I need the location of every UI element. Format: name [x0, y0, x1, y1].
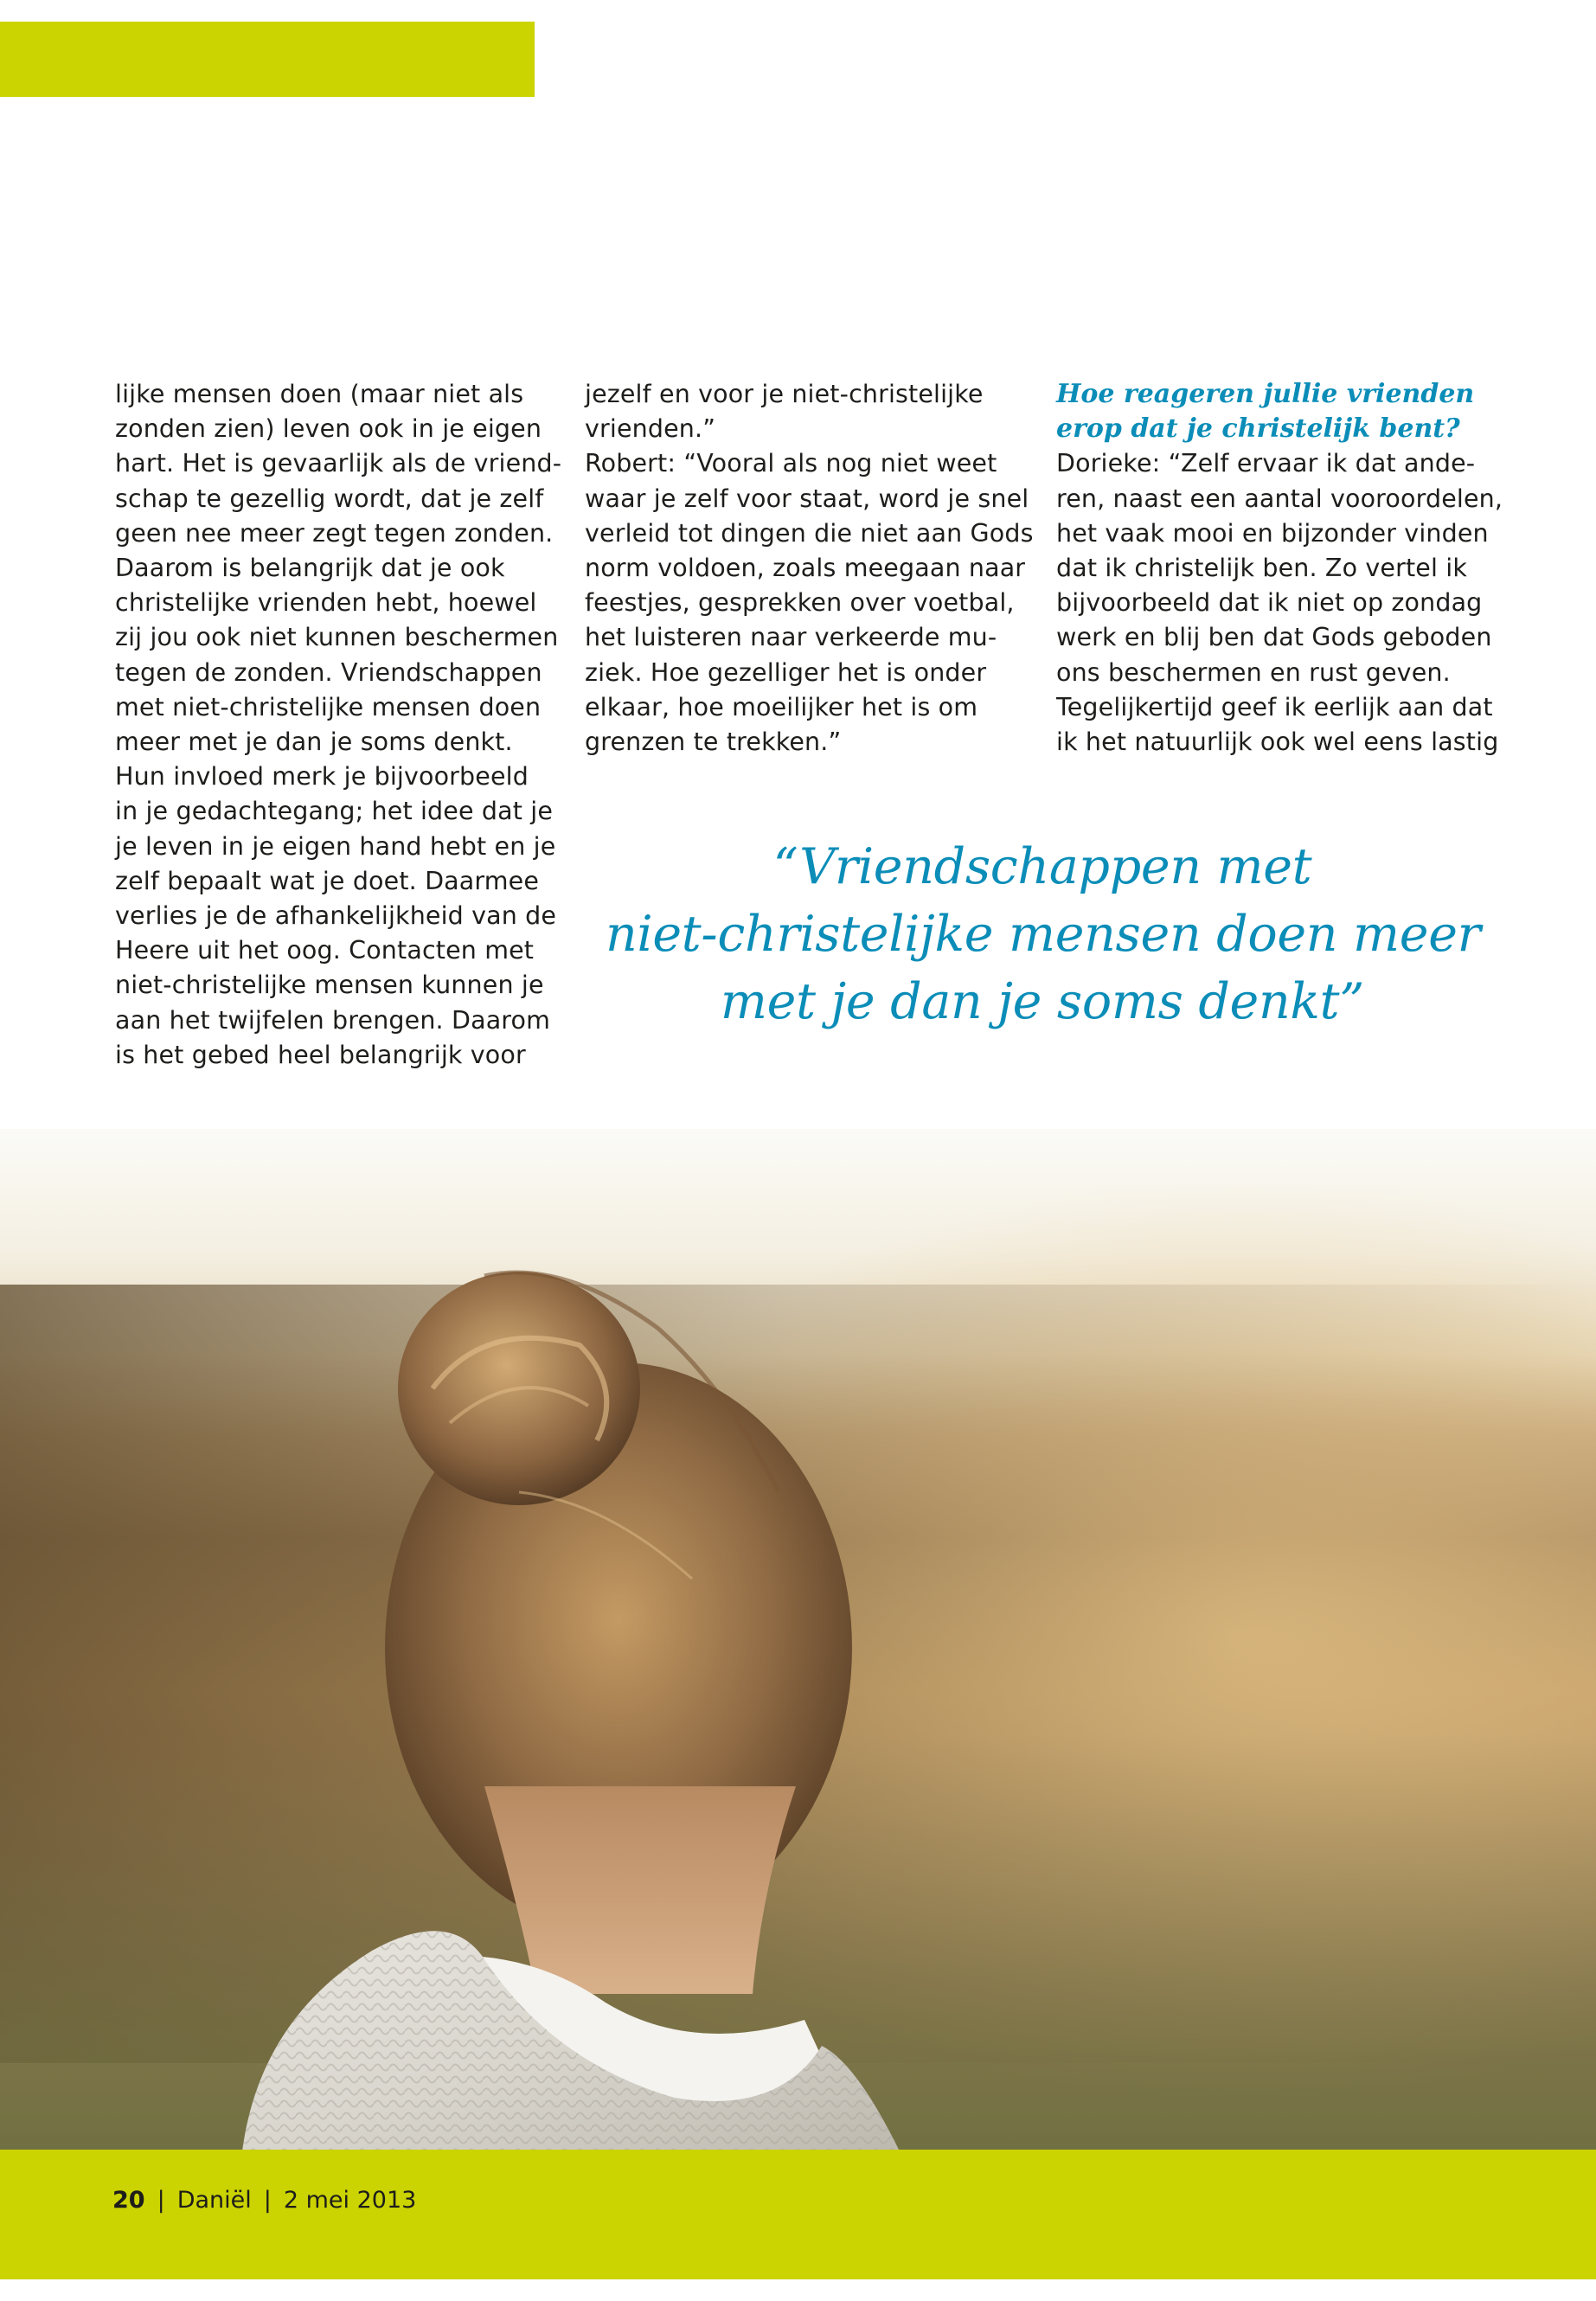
body-line: feestjes, gesprekken over voetbal, [585, 588, 1015, 618]
body-line: elkaar, hoe moeilijker het is om [585, 692, 978, 721]
pull-quote-line: met je dan je soms denkt” [720, 973, 1365, 1030]
body-line: zij jou ook niet kunnen beschermen [115, 623, 559, 652]
pull-quote-line: niet-christelijke mensen doen meer [606, 906, 1481, 963]
body-line: Robert: “Vooral als nog niet weet [585, 449, 997, 478]
body-line: waar je zelf voor staat, word je snel [585, 484, 1029, 513]
issue-date: 2 mei 2013 [283, 2187, 417, 2214]
body-line: norm voldoen, zoals meegaan naar [585, 554, 1026, 583]
body-line: werk en blij ben dat Gods geboden [1056, 623, 1492, 652]
body-line: bijvoorbeeld dat ik niet op zondag [1056, 588, 1483, 618]
body-line: in je gedachtegang; het idee dat je [115, 797, 554, 826]
body-line: ziek. Hoe gezelliger het is onder [585, 657, 987, 687]
body-line: het vaak mooi en bijzonder vinden [1056, 518, 1489, 548]
page-footer [112, 2186, 416, 2215]
body-line: Daarom is belangrijk dat je ook [115, 554, 505, 583]
body-line: tegen de zonden. Vriendschappen [115, 657, 542, 687]
question-heading: Hoe reageren jullie vrienden [1056, 379, 1475, 409]
body-line: schap te gezellig wordt, dat je zelf [115, 484, 544, 513]
body-line: ren, naast een aantal vooroordelen, [1056, 484, 1503, 513]
body-line: Tegelijkertijd geef ik eerlijk aan dat [1056, 692, 1493, 721]
body-line: je leven in je eigen hand hebt en je [115, 831, 556, 861]
woman-from-behind-photo [0, 1129, 1596, 2151]
pull-quote [606, 833, 1479, 1035]
top-accent-bar [0, 22, 535, 97]
magazine-name: Daniël [176, 2187, 252, 2214]
text-column-3 [1056, 377, 1503, 760]
footer-separator: | [157, 2187, 165, 2214]
page-number: 20 [112, 2187, 145, 2214]
body-line: jezelf en voor je niet-christelijke [585, 380, 984, 408]
body-line: is het gebed heel belangrijk voor [115, 1040, 526, 1069]
body-line: zonden zien) leven ook in je eigen [115, 414, 542, 444]
body-line: vrienden.” [585, 414, 716, 444]
body-line: Dorieke: “Zelf ervaar ik dat ande- [1056, 449, 1476, 478]
body-line: lijke mensen doen (maar niet als [115, 380, 524, 408]
body-line: het luisteren naar verkeerde mu- [585, 623, 997, 652]
body-line: niet-christelijke mensen kunnen je [115, 971, 544, 1000]
body-line: met niet-christelijke mensen doen [115, 692, 542, 721]
pull-quote-line: “Vriendschappen met [772, 838, 1312, 895]
body-line: hart. Het is gevaarlijk als de vriend- [115, 449, 562, 478]
body-line: verlies je de afhankelijkheid van de [115, 901, 557, 931]
body-line: dat ik christelijk ben. Zo vertel ik [1056, 554, 1467, 583]
text-column-1 [115, 377, 562, 1073]
body-line: ons beschermen en rust geven. [1056, 657, 1451, 687]
body-line: ik het natuurlijk ook wel eens lastig [1056, 727, 1499, 757]
text-column-2 [585, 377, 1034, 760]
body-line: grenzen te trekken.” [585, 727, 842, 757]
footer-separator: | [263, 2187, 272, 2214]
body-line: Hun invloed merk je bijvoorbeeld [115, 762, 529, 792]
body-line: verleid tot dingen die niet aan Gods [585, 518, 1034, 548]
body-line: meer met je dan je soms denkt. [115, 727, 513, 757]
body-line: zelf bepaalt wat je doet. Daarmee [115, 866, 540, 895]
question-heading: erop dat je christelijk bent? [1056, 413, 1460, 445]
body-line: Heere uit het oog. Contacten met [115, 936, 535, 965]
body-line: geen nee meer zegt tegen zonden. [115, 518, 554, 548]
body-line: aan het twijfelen brengen. Daarom [115, 1005, 551, 1035]
body-line: christelijke vrienden hebt, hoewel [115, 588, 537, 618]
